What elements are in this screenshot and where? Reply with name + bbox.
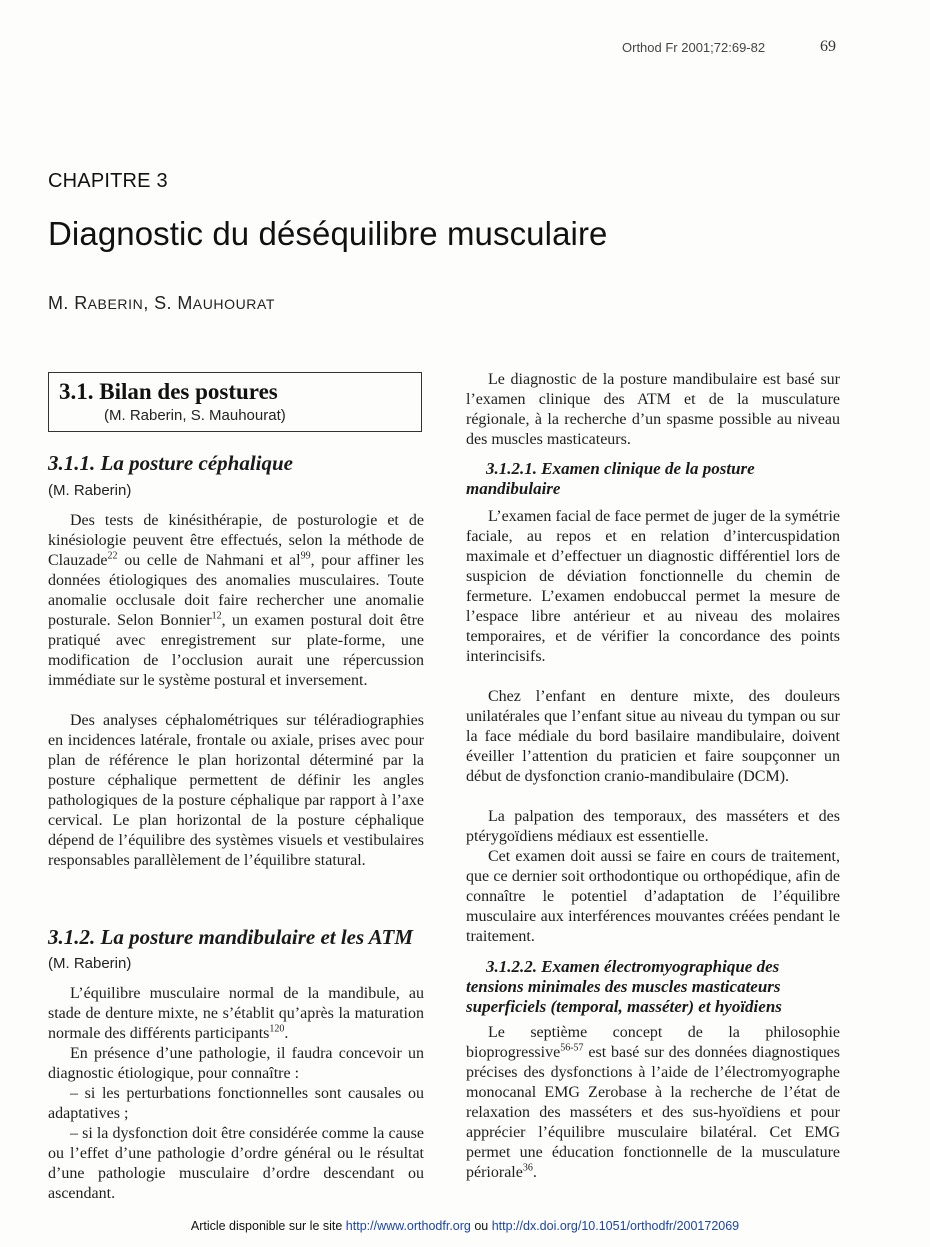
citation: 56-57	[560, 1042, 584, 1054]
text: .	[284, 1025, 289, 1042]
journal-reference: Orthod Fr 2001;72:69-82	[622, 40, 766, 55]
author-text: , S. M	[143, 293, 193, 313]
footer-text: Article disponible sur le site	[190, 1219, 346, 1233]
section-3-1-authors: (M. Raberin, S. Mauhourat)	[104, 407, 286, 424]
paragraph: Le diagnostic de la posture mandibulaire est basé sur l’examen clinique des ATM et de la musculature régionale, à la recherche d’un spasme possible au niveau des muscles masticateurs.	[466, 371, 840, 448]
heading-text: 3.1.2.2. Examen électromyographique des tensions minimales des muscles masticateurs superficiels (temporal, masséter) et hyoïdiens	[466, 957, 782, 1016]
heading-text: 3.1.2.1. Examen clinique de la posture mandibulaire	[466, 459, 755, 498]
paragraph: En présence d’une pathologie, il faudra concevoir un diagnostic étiologique, pour connaître :	[48, 1045, 424, 1082]
footer-availability	[0, 1219, 930, 1233]
citation: 12	[211, 610, 222, 622]
paragraph: Chez l’enfant en denture mixte, des douleurs unilatérales que l’enfant situe au niveau du tympan ou sur la face médiale du bord basilaire mandibulaire, doivent éveiller l’attention du praticien et faire soupçonner un début de dysfonction cranio-mandibulaire (DCM).	[466, 688, 840, 785]
text: .	[532, 1164, 537, 1181]
section-3-1-1-byline: (M. Raberin)	[48, 482, 132, 499]
author-smallcaps: AUHOURAT	[192, 296, 276, 312]
chapter-label: CHAPITRE 3	[48, 170, 168, 192]
citation: 99	[300, 550, 311, 562]
section-3-1-2-2-heading	[466, 957, 840, 1017]
paragraph: Cet examen doit aussi se faire en cours de traitement, que ce dernier soit orthodontique ou orthopédique, afin de connaître le potentiel d’adaptation de l’équilibre musculaire aux interférences mouvantes créées pendant le traitement.	[466, 848, 840, 945]
text: , pour affiner les données étiologiques des anomalies musculaires. Toute anomalie occlusale doit faire rechercher une anomalie posturale. Selon Bonnier	[48, 552, 424, 629]
text: est basé sur des données diagnostiques précises des dysfonctions à l’aide de l’électromyographe monocanal EMG Zerobase à la recherche de l’état de relaxation des masséters et des sus-hyoïdiens et pour apprécier l’équilibre musculaire bilatéral. Cet EMG permet une éducation fonctionnelle de la musculature périorale	[466, 1044, 840, 1181]
paragraph: Des analyses céphalométriques sur téléradiographies en incidences latérale, frontale ou axiale, prises avec pour plan de référence le plan horizontal déterminé par la posture céphalique permettent de définir les angles pathologiques de la posture céphalique par rapport à l’axe cervical. Le plan horizontal de la posture céphalique dépend de l’équilibre des systèmes visuels et vestibulaires responsables parallèlement de l’équilibre statural.	[48, 712, 424, 869]
paragraph	[48, 511, 424, 691]
section-3-1-2-heading: 3.1.2. La posture mandibulaire et les ATM	[48, 925, 413, 949]
section-3-1-1-heading: 3.1.1. La posture céphalique	[48, 451, 293, 475]
list-item: – si la dysfonction doit être considérée comme la cause ou l’effet d’une pathologie d’ordre général ou le résultat d’une pathologie musculaire d’ordre descendant ou ascendant.	[48, 1125, 424, 1202]
journal-site-link[interactable]: http://www.orthodfr.org	[345, 1219, 471, 1233]
chapter-title: Diagnostic du déséquilibre musculaire	[48, 215, 608, 252]
text: Le septième concept de la philosophie bioprogressive	[466, 1024, 840, 1061]
paragraph	[48, 984, 424, 1044]
footer-text: ou	[470, 1219, 492, 1233]
citation: 22	[107, 550, 118, 562]
author-text: M. R	[48, 293, 88, 313]
doi-link[interactable]: http://dx.doi.org/10.1051/orthodfr/200172069	[491, 1219, 740, 1233]
page-number: 69	[820, 38, 836, 55]
chapter-authors	[48, 293, 275, 314]
citation: 36	[522, 1162, 533, 1174]
section-3-1-heading: 3.1. Bilan des postures	[59, 379, 278, 404]
list-item: – si les perturbations fonctionnelles sont causales ou adaptatives ;	[48, 1085, 424, 1122]
section-3-1-box	[48, 372, 422, 432]
citation: 120	[269, 1023, 285, 1035]
section-3-1-2-byline: (M. Raberin)	[48, 955, 132, 972]
paragraph: La palpation des temporaux, des masséters et des ptérygoïdiens médiaux est essentielle.	[466, 808, 840, 845]
text: ou celle de Nahmani et al	[117, 552, 301, 569]
text: Des tests de kinésithérapie, de posturologie et de kinésiologie peuvent être effectués, selon la méthode de Clauzade	[48, 512, 424, 569]
section-3-1-2-1-heading	[466, 459, 840, 499]
text: , un examen postural doit être pratiqué avec enregistrement sur plate-forme, une modification de l’occlusion aurait une répercussion immédiate sur le système postural et inversement.	[48, 612, 425, 689]
author-smallcaps: ABERIN	[87, 296, 144, 312]
text: L’équilibre musculaire normal de la mandibule, au stade de denture mixte, ne s’établit qu’après la maturation normale des différents participants	[48, 985, 424, 1042]
paragraph	[466, 1023, 840, 1183]
paragraph: L’examen facial de face permet de juger de la symétrie faciale, au repos et en relation d’intercuspidation maximale et d’effectuer un diagnostic différentiel lors de suspicion de déviation fonctionnelle du chemin de fermeture. L’examen endobuccal permet la mesure de l’espace libre antérieur et au niveau des molaires temporaires, et de vérifier la concordance des points interincisifs.	[466, 508, 840, 665]
